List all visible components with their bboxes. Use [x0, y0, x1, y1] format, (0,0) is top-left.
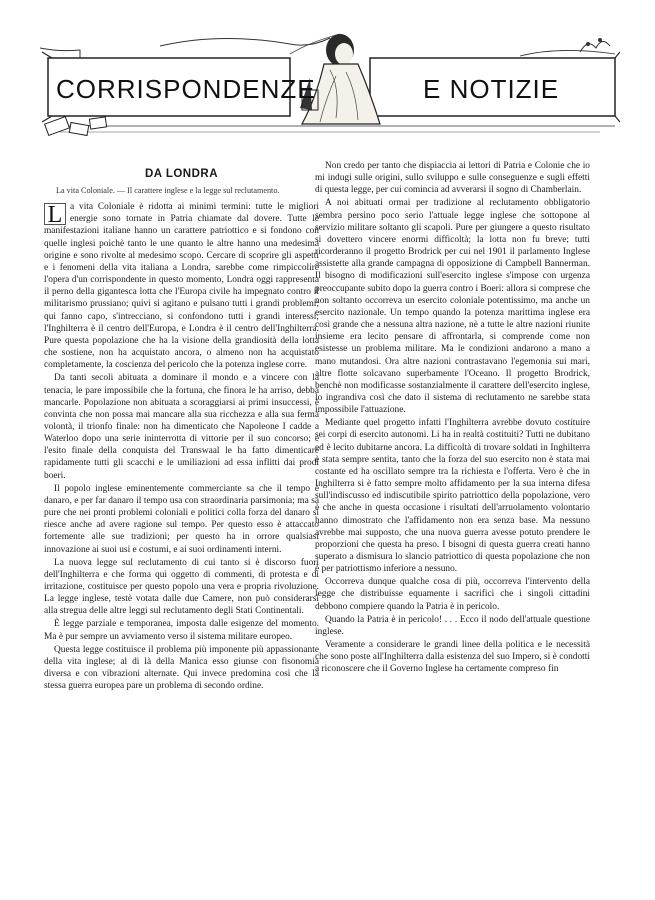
- paragraph: Mediante quel progetto infatti l'Inghilterra avrebbe dovuto costituire sei corpi di esercito autonomi. Li ha in realtà costituiti? Tutti ne dubitano ed è lecito dubitarne ancora. La difficoltà di trovare soldati in Inghilterra è stata sempre sentita, tanto che la forza del suo esercito non è stata mai costante ed ha oscillato sempre tra la richiesta e l'offerta. Vero è che in Inghilterra si è fatto sempre molto affidamento per la sua interna difesa sull'indiscusso ed indiscutibile spirito patriottico della popolazione, vero è che anche in questa occasione i risultati dell'arruolamento volontario hanno dimostrato che l'affidamento non era senza base. Ma nessuno avrebbe mai supposto, che una nuova guerra avesse potuto prendere le proporzioni che questa ha preso. I bisogni di questa guerra creati hanno superato a dismisura lo slancio patriottico di questa popolazione che non è per patriottismo inferiore a nessuno.: [315, 418, 590, 575]
- header-title-right: E NOTIZIE: [423, 74, 560, 104]
- article-heading: DA LONDRA: [144, 168, 219, 180]
- paragraph: La nuova legge sul reclutamento di cui tanto si è discorso fuori dell'Inghilterra e che forma quì oggetto di commenti, di protesta e di irritazione, costituisce per questo popolo una vera e propria rivoluzione. La legge inglese, testè votata dalle due Camere, non può considerarsi alla stregua delle altre leggi sul reclutamento degli Stati Continentali.: [44, 557, 319, 617]
- paragraph: Da tanti secoli abituata a dominare il mondo e a vincere con la tenacia, le pare impossibile che la fortuna, che finora le ha arriso, debba mancarle. Popolazione non abituata a scoraggiarsi ai primi insuccessi, è convinta che non possa mai mancare alla sua ricchezza e alla sua ferma volontà, il trionfo finale: non ha dimenticato che Napoleone I cadde a Waterloo dopo una serie ininterrotta di vittorie per il suo concorso; e l'esito finale della conquista del Transwaal le ha fatto dimenticare rapidamente tutti gli scacchi e le umiliazioni ad essa inflitti dai prodi boeri.: [44, 373, 319, 481]
- article-column-left: [44, 160, 319, 693]
- paragraph: È legge parziale e temporanea, imposta dalle esigenze del momento. Ma è pur sempre un avviamento verso il sistema militare europeo.: [44, 619, 319, 642]
- paragraph: Questa legge costituisce il problema più imponente più appassionante della vita inglese; al di là della Manica esso giunse con fisonomia diversa e con vibrazioni alternate. Qui invece predomina così che la stessa guerra europea pare un problema di secondo ordine.: [44, 644, 319, 692]
- paragraph: Non credo per tanto che dispiaccia ai lettori di Patria e Colonie che io mi indugi sulle origini, sullo sviluppo e sulle conseguenze e sugli effetti di questa legge, per cui comincia ad avverarsi il sogno di Chamberlain.: [315, 161, 590, 196]
- letters-ornament: [45, 117, 107, 136]
- paragraph: a vita Coloniale è ridotta ai minimi termini: tutte le migliori energie sono tornate in Patria chiamate dal dovere. Tutte le manifestazioni italiane hanno un carattere patriottico e si fondono con quelle inglesi poichè tanto le une quanto le altre hanno una medesima origine e sono rivolte al medesimo scopo. Cercare di scoprire gli aspetti e i fenomeni della vita italiana a Londra, sarebbe come rimpiccolire l'opera d'un corrispondente in questo momento, Londra oggi rappresenta il perno della gigantesca lotta che l'Europa civile ha impegnato contro il militarismo prussiano; quivi si agitano e pulsano tutti i grandi problemi; qui fanno capo, s'intrecciano, si confondono tutti i grandi interessi; l'Inghilterra è il centro dell'Europa, e Londra è il centro dell'Inghilterra. Pure questa popolazione che ha la visione della grandiosità della lotta che sostiene, non ha acquistato ancora, o almeno non ha acquistato completamente, la coscienza del pericolo che la potenza inglese corre.: [44, 202, 319, 371]
- header-title-left: CORRISPONDENZE: [56, 74, 316, 104]
- masthead: [40, 28, 620, 138]
- plant-ornament: [520, 38, 615, 56]
- paragraph: Occorreva dunque qualche cosa di più, occorreva l'intervento della legge che distribuisse equamente i sacrifici che i singoli cittadini debbono compiere quando la Patria è in pericolo.: [315, 577, 590, 612]
- dropcap-letter: L: [44, 203, 66, 225]
- article-column-right: [315, 160, 590, 677]
- paragraph: A noi abituati ormai per tradizione al reclutamento obbligatorio sembra persino poco serio l'attuale legge inglese che sottopone al servizio militare soltanto gli scapoli. Pure per giungere a questo risultato si dovettero vincere enormi difficoltà; la lotta non fu breve; tutti ricorderanno il progetto Brodrick per cui nel 1901 il parlamento Inglese assistette alla grande campagna di opposizione di Campbell Bannerman. Il bisogno di modificazioni sull'esercito inglese s'impose con urgenza preoccupante subito dopo la guerra contro i Boeri: allora si comprese che non soltanto occorreva un esercito coloniale potentissimo, ma anche un esercito nazionale. Un tempo quando la potenza marittima inglese era così grande che a nessuna altra nazione, nè a tutte le altre nazioni riunite insieme era lecito pensare di affrontarla, si comprende come non esistesse un problema militare. Ma le condizioni andarono a mano a mano mutandosi. Ora altre nazioni contrastavano l'egemonia sui mari, altre flotte solcavano superbamente l'Oceano. Il progetto Brodrick, benchè non modificasse sostanzialmente il carattere dell'esercito inglese, lo ingrandiva così che dato il sistema di reclutamento ne sarebbe stata impossibile l'attuazione.: [315, 198, 590, 416]
- article-subheading: La vita Coloniale. — Il carattere inglese e la legge sul reclutamento.: [56, 186, 280, 196]
- paragraph: Il popolo inglese eminentemente commerciante sa che il tempo è danaro, e per far danaro il tempo usa con straordinaria parsimonia; ma sa pure che nei pronti problemi coloniali e politici colla forza del danaro si riesce anche ad avere ragione sul tempo. Per questo esso è attaccato fortemente alle sue tradizioni; per questo ha in orrore qualsiasi innovazione ai suoi usi e costumi, e ai suoi ordinamenti interni.: [44, 483, 319, 555]
- paragraph: Veramente a considerare le grandi linee della politica e le necessità che sono poste all'Inghilterra dalla esistenza del suo Impero, si è condotti a riconoscere che il Governo Inglese ha certamente compreso fin: [315, 640, 590, 675]
- paragraph: Quando la Patria è in pericolo! . . . Ecco il nodo dell'attuale questione inglese.: [315, 614, 590, 637]
